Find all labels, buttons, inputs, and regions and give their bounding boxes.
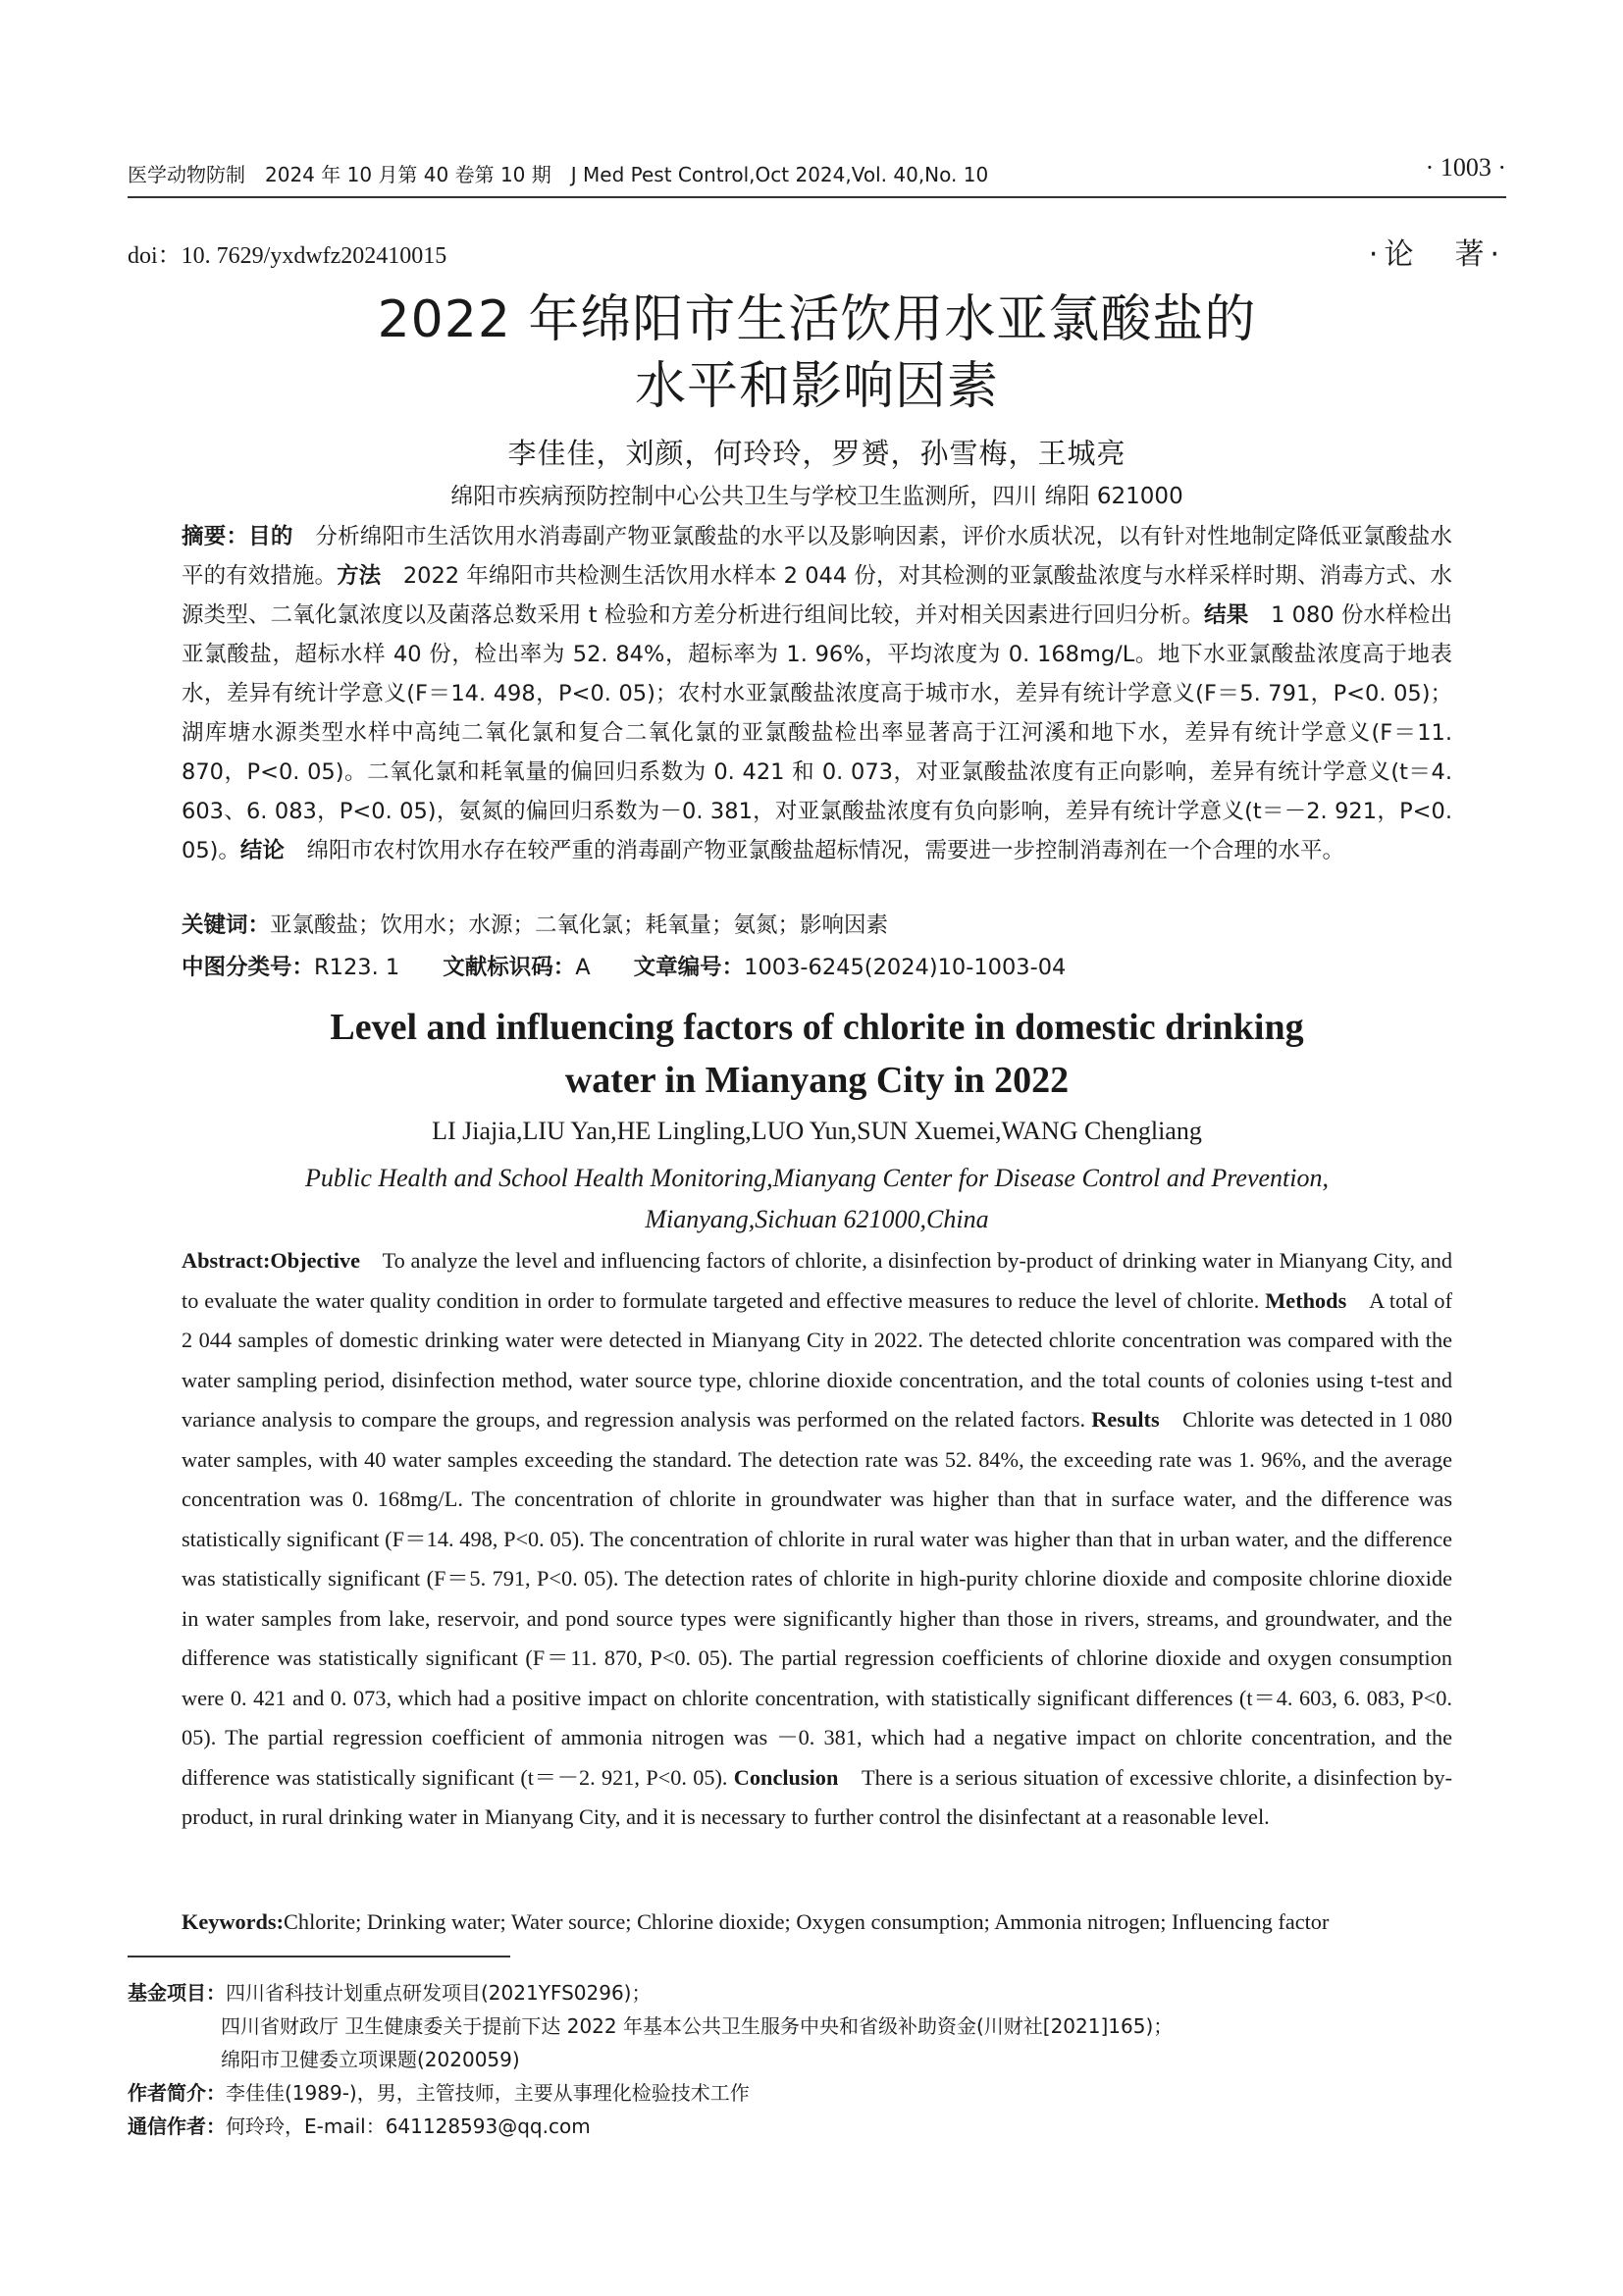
running-header	[128, 153, 1506, 198]
keywords-cn-label: 关键词：	[182, 913, 271, 938]
fund-item-1: 四川省科技计划重点研发项目(2021YFS0296)；	[226, 1981, 652, 2005]
title-cn-line2: 水平和影响因素	[634, 357, 999, 416]
objective-cn: 分析绵阳市生活饮用水消毒副产物亚氯酸盐的水平以及影响因素，评价水质状况，以有针对性地制定降低亚氯酸盐水平的有效措施。	[182, 524, 1452, 589]
title-cn-line1: 2022 年绵阳市生活饮用水亚氯酸盐的	[377, 290, 1257, 349]
conclusion-en: There is a serious situation of excessive chlorite, a disinfection by-product, in rural drinking water in Mianyang City, and it is necessary to further control the disinfectant at a reasonable level.	[182, 1764, 1453, 1829]
corresponding-author-label: 通信作者：	[128, 2114, 226, 2138]
corresponding-author-text[interactable]: 何玲玲，E-mail：641128593@qq.com	[226, 2114, 591, 2138]
affiliation-en-line2: Mianyang,Sichuan 621000,China	[645, 1205, 989, 1233]
fund-line-1	[128, 1976, 1506, 2009]
corresponding-author	[128, 2110, 1506, 2143]
title-cn	[128, 287, 1506, 420]
keywords-en	[182, 1909, 1452, 1935]
fund-item-2: 四川省财政厅 卫生健康委关于提前下达 2022 年基本公共卫生服务中央和省级补助资金(川财社[2021]165)；	[221, 2014, 1174, 2038]
fund-item-3: 绵阳市卫健委立项课题(2020059)	[221, 2048, 520, 2071]
affiliation-en	[128, 1158, 1506, 1240]
classification	[182, 950, 1452, 981]
page-number: · 1003 ·	[1425, 153, 1506, 182]
keywords-en-label: Keywords:	[182, 1909, 285, 1934]
methods-cn-label: 方法	[337, 563, 382, 589]
authors-cn: 李佳佳，刘颜，何玲玲，罗赟，孙雪梅，王城亮	[507, 437, 1126, 470]
results-en: Chlorite was detected in 1 080 water samples, with 40 water samples exceeding the standard. The detection rate was 52. 84%, the exceeding rate was 1. 96%, and the average concentration was 0. 168mg/L. The concentration of chlorite in groundwater was higher than that in surface water, and the difference was statistically significant (F＝14. 498, P<0. 05). The concentration of chlorite in rural water was higher than that in urban water, and the difference was statistically significant (F＝5. 791, P<0. 05). The detection rates of chlorite in high-purity chlorine dioxide and composite chlorine dioxide in water samples from lake, reservoir, and pond source types were significantly higher than those in rivers, streams, and groundwater, and the difference was statistically significant (F＝11. 870, P<0. 05). The partial regression coefficients of chlorine dioxide and oxygen consumption were 0. 421 and 0. 073, which had a positive impact on chlorite concentration, with statistically significant differences (t＝4. 603, 6. 083, P<0. 05). The partial regression coefficient of ammonia nitrogen was －0. 381, which had a negative impact on chlorite concentration, and the difference was statistically significant (t＝－2. 921, P<0. 05).	[182, 1407, 1452, 1790]
doc-code-label: 文献标识码：	[443, 955, 576, 980]
author-bio-label: 作者简介：	[128, 2081, 226, 2105]
fund-line-3	[128, 2043, 1506, 2076]
objective-en: To analyze the level and influencing factors of chlorite, a disinfection by-product of drinking water in Mianyang City, and to evaluate the water quality condition in order to formulate targeted and effective measures to reduce the level of chlorite.	[182, 1248, 1452, 1313]
keywords-cn-text: 亚氯酸盐；饮用水；水源；二氧化氯；耗氧量；氨氮；影响因素	[270, 913, 889, 938]
title-en-line1: Level and influencing factors of chlorite in domestic drinking	[330, 1007, 1304, 1048]
methods-en-label: Methods	[1265, 1287, 1347, 1313]
section-tag: ·论 著·	[1368, 237, 1505, 272]
doc-code-value: A	[575, 955, 591, 980]
footnote-divider	[128, 1956, 510, 1957]
conclusion-en-label: Conclusion	[733, 1764, 839, 1790]
clc-value: R123. 1	[314, 955, 400, 980]
abstract-cn	[182, 517, 1452, 870]
article-number-value: 1003-6245(2024)10-1003-04	[744, 955, 1067, 980]
journal-info: 医学动物防制 2024 年 10 月第 40 卷第 10 期 J Med Pest Control,Oct 2024,Vol. 40,No. 10	[128, 163, 989, 186]
clc-label: 中图分类号：	[182, 955, 315, 980]
results-cn: 1 080 份水样检出亚氯酸盐，超标水样 40 份，检出率为 52. 84%，超标率为 1. 96%，平均浓度为 0. 168mg/L。地下水亚氯酸盐浓度高于地表水，差异有统计学意义(F＝14. 498，P<0. 05)；农村水亚氯酸盐浓度高于城市水，差异有统计学意义(F＝5. 791，P<0. 05)；湖库塘水源类型水样中高纯二氧化氯和复合二氧化氯的亚氯酸盐检出率显著高于江河溪和地下水，差异有统计学意义(F＝11. 870，P<0. 05)。二氧化氯和耗氧量的偏回归系数为 0. 421 和 0. 073，对亚氯酸盐浓度有正向影响，差异有统计学意义(t＝4. 603、6. 083，P<0. 05)，氨氮的偏回归系数为－0. 381，对亚氯酸盐浓度有负向影响，差异有统计学意义(t＝－2. 921，P<0. 05)。	[182, 602, 1452, 863]
keywords-cn	[182, 908, 1452, 939]
results-cn-label: 结果	[1204, 602, 1249, 628]
article-number-label: 文章编号：	[633, 955, 745, 980]
methods-en: A total of 2 044 samples of domestic drinking water were detected in Mianyang City in 2022. The detected chlorite concentration was compared with the water sampling period, disinfection method, water source type, chlorine dioxide concentration, and the total counts of colonies using t-test and variance analysis to compare the groups, and regression analysis was performed on the related factors.	[182, 1287, 1452, 1432]
doi[interactable]: doi：10. 7629/yxdwfz202410015	[128, 243, 447, 269]
title-en-line2: water in Mianyang City in 2022	[564, 1060, 1070, 1101]
results-en-label: Results	[1091, 1407, 1160, 1432]
keywords-en-text: Chlorite; Drinking water; Water source; Chlorine dioxide; Oxygen consumption; Ammonia nitrogen; Influencing factor	[284, 1909, 1330, 1934]
author-bio	[128, 2076, 1506, 2110]
abstract-en	[182, 1241, 1452, 1838]
abstract-cn-label: 摘要：	[182, 524, 249, 549]
affiliation-cn: 绵阳市疾病预防控制中心公共卫生与学校卫生监测所，四川 绵阳 621000	[450, 484, 1183, 509]
objective-cn-label: 目的	[248, 524, 293, 549]
abstract-en-label: Abstract:Objective	[182, 1248, 361, 1273]
fund-line-2	[128, 2009, 1506, 2043]
conclusion-cn-label: 结论	[239, 838, 285, 863]
conclusion-cn: 绵阳市农村饮用水存在较严重的消毒副产物亚氯酸盐超标情况，需要进一步控制消毒剂在一个合理的水平。	[284, 838, 1344, 863]
author-bio-text: 李佳佳(1989-)，男，主管技师，主要从事理化检验技术工作	[226, 2081, 750, 2105]
affiliation-en-line1: Public Health and School Health Monitoring,Mianyang Center for Disease Control and Prevention,	[305, 1164, 1329, 1192]
fund-label: 基金项目：	[128, 1981, 226, 2005]
title-en	[128, 1001, 1506, 1107]
authors-en: LI Jiajia,LIU Yan,HE Lingling,LUO Yun,SUN Xuemei,WANG Chengliang	[432, 1117, 1202, 1145]
methods-cn: 2022 年绵阳市共检测生活饮用水样本 2 044 份，对其检测的亚氯酸盐浓度与水样采样时期、消毒方式、水源类型、二氧化氯浓度以及菌落总数采用 t 检验和方差分析进行组间比较，并对相关因素进行回归分析。	[182, 563, 1452, 628]
footnotes	[128, 1976, 1506, 2143]
